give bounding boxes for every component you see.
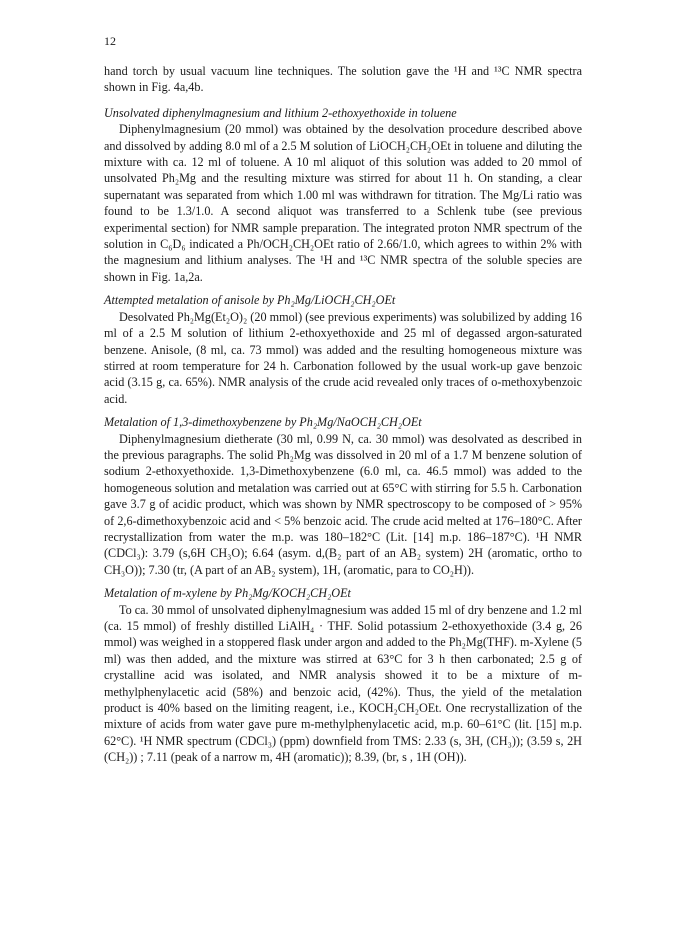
- intro-paragraph: hand torch by usual vacuum line techniques. The solution gave the ¹H and ¹³C NMR spectra shown in Fig. 4a,4b.: [104, 64, 582, 95]
- text-column: [104, 63, 582, 766]
- section-body-dimethoxybenzene: Diphenylmagnesium dietherate (30 ml, 0.99 N, ca. 30 mmol) was desolvated as described in the previous paragraphs. The solid Ph₂Mg was dissolved in 20 ml of a 1.7 M benzene solution of sodium 2-ethoxyethoxide. 1,3-Dimethoxybenzene (6.0 ml, ca. 46.5 mmol) was added to the homogeneous solution and metalation was carried out at 65°C with stirring for 5.5 h. Carbonation gave 3.7 g of acidic product, which was shown by NMR spectroscopy to be composed of > 95% of 2,6-dimethoxybenzoic acid and < 5% benzoic acid. The crude acid melted at 176–180°C. After recrystallization from water the m.p. was 180–182°C (Lit. [14] m.p. 186–187°C). ¹H NMR (CDCl₃): 3.79 (s,6H CH₃O); 6.64 (asym. d,(B₂ part of an AB₂ system) 2H (aromatic, ortho to CH₃O)); 7.30 (tr, (A part of an AB₂ system), 1H, (aromatic, para to CO₂H)).: [104, 431, 582, 577]
- page-number: 12: [104, 34, 116, 48]
- section-heading-anisole: Attempted metalation of anisole by Ph₂Mg/LiOCH₂CH₂OEt: [104, 293, 396, 308]
- section-body-anisole: Desolvated Ph₂Mg(Et₂O)₂ (20 mmol) (see previous experiments) was solubilized by adding 16 ml of a 2.5 M solution of lithium 2-ethoxyethoxide and 25 ml of degassed argon-saturated benzene. Anisole, (8 ml, ca. 73 mmol) was added and the resulting homogeneous mixture was stirred at room temperature for 24 h. Carbonation followed by the usual work-up gave benzoic acid (3.15 g, ca. 65%). NMR analysis of the crude acid revealed only traces of o-methoxybenzoic acid.: [104, 309, 582, 406]
- section-heading-m-xylene: Metalation of m-xylene by Ph₂Mg/KOCH₂CH₂OEt: [104, 586, 351, 601]
- section-heading-dimethoxybenzene: Metalation of 1,3-dimethoxybenzene by Ph₂Mg/NaOCH₂CH₂OEt: [104, 415, 422, 430]
- section-heading-unsolvated: Unsolvated diphenylmagnesium and lithium 2-ethoxyethoxide in toluene: [104, 105, 457, 120]
- section-body-unsolvated: Diphenylmagnesium (20 mmol) was obtained by the desolvation procedure described above and dissolved by adding 8.0 ml of a 2.5 M solution of LiOCH₂CH₂OEt in toluene and diluting the mixture with ca. 12 ml of toluene. A 10 ml aliquot of this solution was added to 20 mmol of unsolvated Ph₂Mg and the resulting mixture was stirred for about 11 h. On standing, a clear supernatant was separated from which 1.00 ml was withdrawn for titration. The Mg/Li ratio was found to be 1.3/1.0. A second aliquot was transferred to a Schlenk tube (see previous experimental section) for NMR sample preparation. The integrated proton NMR spectrum of the solution in C₆D₆ indicated a Ph/OCH₂CH₂OEt ratio of 2.66/1.0, which agrees to within 2% with the magnesium and lithium analyses. The ¹H and ¹³C NMR spectra of the soluble species are shown in Fig. 1a,2a.: [104, 122, 582, 284]
- section-body-m-xylene: To ca. 30 mmol of unsolvated diphenylmagnesium was added 15 ml of dry benzene and 1.2 ml (ca. 15 mmol) of freshly distilled LiAlH₄ · THF. Solid potassium 2-ethoxyethoxide (3.4 g, 26 mmol) was weighed in a stoppered flask under argon and added to the Ph₂Mg(THF). m-Xylene (5 ml) was then added, and the mixture was stirred at 63°C for 3 h then carbonated; 2.5 g of crystalline acid was isolated, and NMR analysis showed it to be a mixture of m-methylphenylacetic acid (58%) and benzoic acid, (42%). Thus, the yield of the metalation product is 40% based on the limiting reagent, i.e., KOCH₂CH₂OEt. One recrystallization of the mixture of acids from water gave pure m-methylphenylacetic acid, m.p. 60–61°C (lit. [15] m.p. 62°C). ¹H NMR spectrum (CDCl₃) (ppm) downfield from TMS: 2.33 (s, 3H, (CH₃)); (3.59 s, 2H (CH₂)) ; 7.11 (peak of a narrow m, 4H (aromatic)); 8.39, (br, s , 1H (OH)).: [104, 602, 582, 765]
